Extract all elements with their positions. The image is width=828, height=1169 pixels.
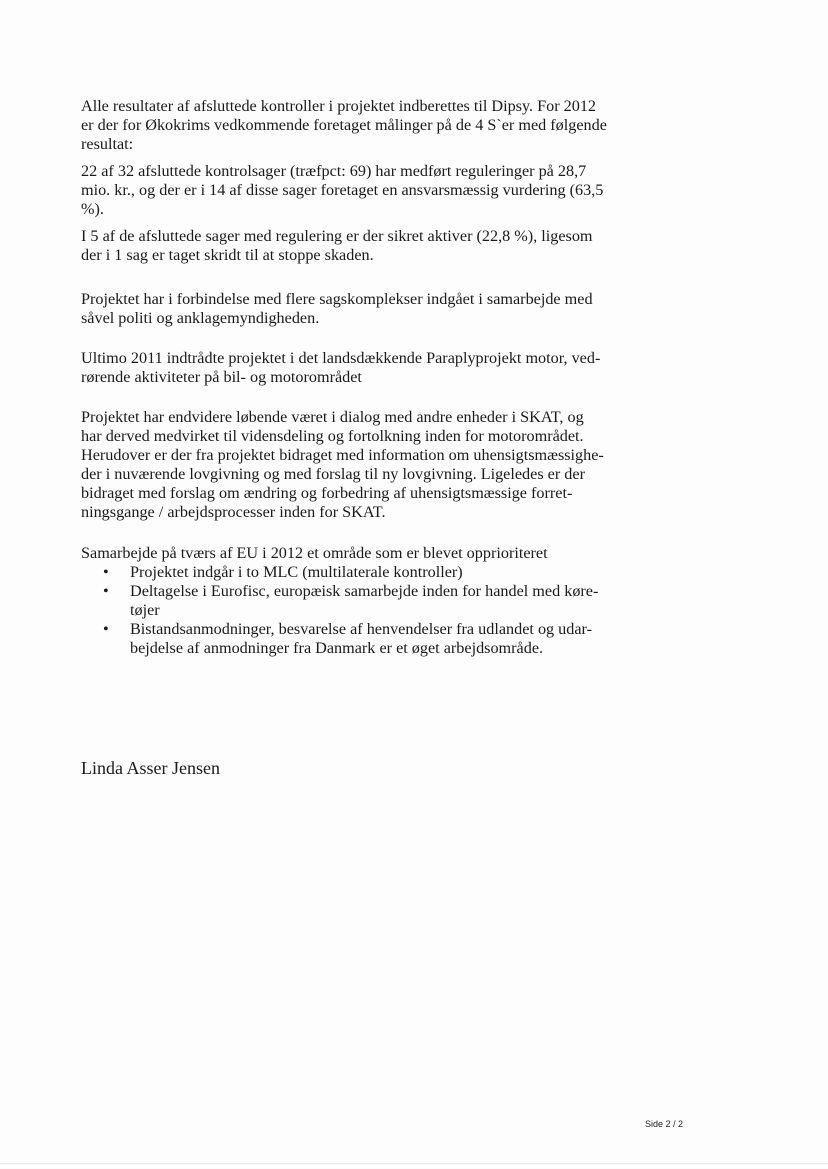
paragraph-dialog-skat: Projektet har endvidere løbende været i dialog med andre enheder i SKAT, og har derved medvirket til vidensdeling og fortolkning inden for motorområdet. Herudover er der fra projektet bidraget med information om uhensigtsmæssighe- der i nuværende lovgivning og med forslag til ny lovgivning. Ligeledes er der bidraget med forslag om ændring og forbedring af uhensigtsmæssige forret- ningsgange / arbejdsprocesser inden for SKAT. bbox=[81, 408, 604, 521]
paragraph-eu-cooperation: Samarbejde på tværs af EU i 2012 et område som er blevet opprioriteret bbox=[81, 544, 548, 562]
signature-name: Linda Asser Jensen bbox=[81, 758, 220, 778]
scan-edge-divider bbox=[0, 1163, 828, 1164]
paragraph-umbrella-project: Ultimo 2011 indtrådte projektet i det landsdækkende Paraplyprojekt motor, ved- rørende aktiviteter på bil- og motorområdet bbox=[81, 349, 601, 386]
list-item bbox=[81, 620, 641, 658]
bullet-icon: • bbox=[103, 620, 109, 638]
document-body bbox=[81, 97, 641, 658]
paragraph-results-reporting: Alle resultater af afsluttede kontroller i projektet indberettes til Dipsy. For 2012 er der for Økokrims vedkommende foretaget målinger på de 4 S`er med følgende resultat: bbox=[81, 97, 607, 153]
list-item-text: Deltagelse i Eurofisc, europæisk samarbejde inden for handel med køre- tøjer bbox=[130, 582, 599, 619]
bullet-list bbox=[81, 563, 641, 658]
list-item bbox=[81, 563, 641, 582]
list-item bbox=[81, 582, 641, 620]
list-item-text: Projektet indgår i to MLC (multilaterale kontroller) bbox=[130, 563, 463, 581]
page-number: Side 2 / 2 bbox=[645, 1119, 684, 1129]
paragraph-secured-assets: I 5 af de afsluttede sager med regulering er der sikret aktiver (22,8 %), ligesom der i 1 sag er taget skridt til at stoppe skaden. bbox=[81, 227, 593, 264]
paragraph-cooperation-police: Projektet har i forbindelse med flere sagskomplekser indgået i samarbejde med såvel politi og anklagemyndigheden. bbox=[81, 290, 593, 327]
bullet-icon: • bbox=[103, 563, 109, 581]
bullet-icon: • bbox=[103, 582, 109, 600]
list-item-text: Bistandsanmodninger, besvarelse af henvendelser fra udlandet og udar- bejdelse af anmodninger fra Danmark er et øget arbejdsområde. bbox=[130, 620, 593, 657]
paragraph-control-cases: 22 af 32 afsluttede kontrolsager (træfpct: 69) har medført reguleringer på 28,7 mio. kr., og der er i 14 af disse sager foretaget en ansvarsmæssig vurdering (63,5 %). bbox=[81, 162, 604, 218]
